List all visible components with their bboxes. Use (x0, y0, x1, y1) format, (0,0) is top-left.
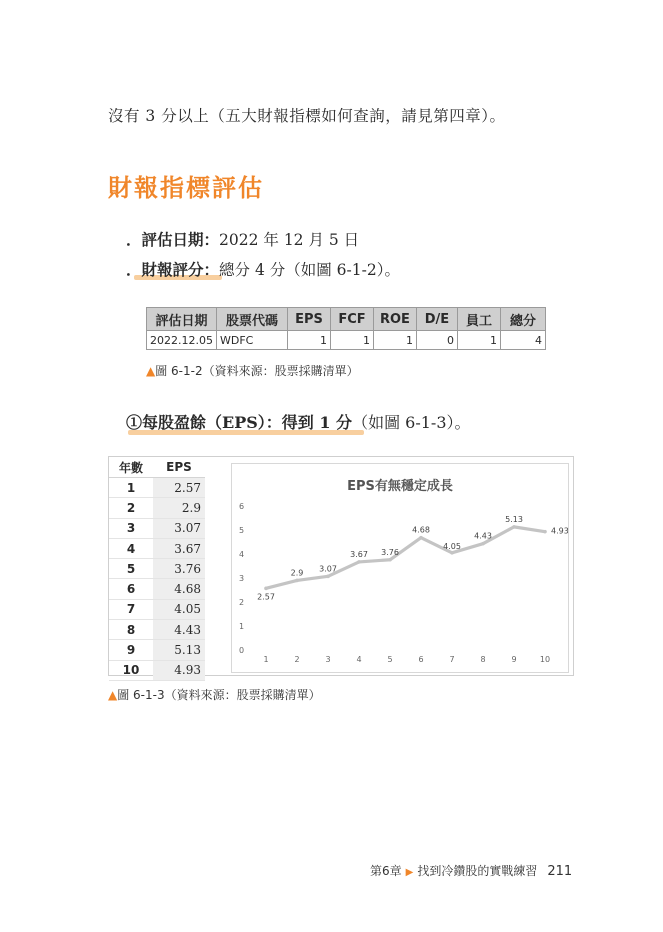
caption-text: 圖 6-1-2（資料來源：股票採購清單） (155, 364, 359, 378)
x-tick-label: 6 (418, 655, 424, 664)
eps-line-chart (232, 464, 568, 672)
fin-score-value: 總分 4 分（如圖 6-1-2）。 (219, 261, 400, 279)
data-label: 3.07 (319, 564, 337, 574)
page-footer (370, 862, 572, 879)
table-row (109, 660, 205, 680)
figure-caption-6-1-2 (146, 362, 359, 379)
data-label: 4.93 (551, 526, 568, 536)
eps-table (109, 457, 205, 681)
eps-heading-label: ①每股盈餘（EPS）：得到 1 分 (126, 413, 353, 432)
score-table-header (147, 308, 546, 331)
score-cell: 1 (373, 331, 416, 350)
eps-heading (126, 410, 471, 433)
eps-value-cell: 3.67 (153, 538, 205, 558)
y-tick-label: 6 (239, 502, 245, 511)
score-header-cell: 總分 (500, 308, 545, 331)
table-row (109, 498, 205, 518)
score-header-cell: 評估日期 (147, 308, 217, 331)
score-cell: WDFC (216, 331, 287, 350)
data-point (481, 542, 485, 546)
data-label: 2.9 (290, 568, 304, 578)
x-tick-label: 9 (511, 655, 517, 664)
y-tick-label: 5 (239, 526, 245, 535)
y-tick-label: 1 (239, 622, 245, 631)
eps-heading-suffix: （如圖 6-1-3）。 (352, 413, 471, 432)
figure-caption-6-1-3 (108, 686, 321, 703)
year-cell: 4 (109, 538, 153, 558)
table-row (109, 518, 205, 538)
table-row (109, 640, 205, 660)
data-label: 3.67 (350, 549, 368, 559)
data-point (388, 558, 392, 562)
year-header: 年數 (109, 457, 153, 478)
table-row (109, 620, 205, 640)
eps-chart (231, 463, 569, 673)
eps-value-cell: 3.07 (153, 518, 205, 538)
eps-value-cell: 5.13 (153, 640, 205, 660)
score-table (146, 307, 546, 350)
score-cell: 4 (500, 331, 545, 350)
triangle-icon: ▲ (146, 364, 156, 378)
data-label: 4.43 (474, 531, 492, 541)
x-tick-label: 10 (539, 655, 551, 664)
table-row (109, 579, 205, 599)
year-cell: 1 (109, 478, 153, 498)
data-point (357, 560, 361, 564)
eps-value-cell: 4.43 (153, 620, 205, 640)
data-label: 4.05 (443, 541, 461, 551)
arrow-right-icon: ▶ (405, 867, 414, 878)
triangle-icon: ▲ (108, 688, 118, 702)
eps-value-cell: 2.57 (153, 478, 205, 498)
x-tick-label: 5 (387, 655, 393, 664)
x-tick-label: 1 (263, 655, 269, 664)
caption-text: 圖 6-1-3（資料來源：股票採購清單） (117, 688, 321, 702)
score-cell: 1 (330, 331, 373, 350)
eps-table-header (109, 457, 205, 478)
year-cell: 10 (109, 660, 153, 680)
table-row (109, 599, 205, 619)
x-tick-label: 3 (325, 655, 331, 664)
y-tick-label: 2 (239, 598, 245, 607)
fin-score-line (126, 258, 400, 280)
data-point (264, 587, 268, 591)
year-cell: 8 (109, 620, 153, 640)
data-point (419, 536, 423, 540)
eps-header: EPS (153, 457, 205, 478)
table-row (109, 538, 205, 558)
score-header-cell: ROE (373, 308, 416, 331)
year-cell: 9 (109, 640, 153, 660)
eps-value-cell: 4.68 (153, 579, 205, 599)
data-point (543, 530, 547, 534)
eval-date-value: 2022 年 12 月 5 日 (219, 231, 360, 249)
y-tick-label: 4 (239, 550, 245, 559)
score-cell: 0 (416, 331, 457, 350)
fin-score-label: ．財報評分： (126, 260, 220, 279)
data-point (295, 579, 299, 583)
table-row (109, 478, 205, 498)
data-label: 4.68 (412, 525, 430, 535)
year-cell: 7 (109, 599, 153, 619)
y-tick-label: 0 (239, 646, 245, 655)
data-label: 3.76 (381, 547, 399, 557)
eps-series-line (266, 527, 545, 588)
page-number: 211 (547, 864, 573, 879)
data-label: 5.13 (505, 514, 523, 524)
score-cell: 1 (457, 331, 500, 350)
eps-value-cell: 4.93 (153, 660, 205, 680)
eval-date-label: ．評估日期： (126, 230, 220, 249)
footer-chapter: 第6章 (370, 864, 402, 878)
year-cell: 6 (109, 579, 153, 599)
eps-value-cell: 4.05 (153, 599, 205, 619)
data-point (512, 525, 516, 529)
data-point (326, 575, 330, 579)
intro-paragraph: 沒有 3 分以上（五大財報指標如何查詢，請見第四章）。 (108, 107, 506, 125)
score-cell: 1 (287, 331, 330, 350)
footer-title: 找到冷鑽股的實戰練習 (417, 864, 538, 878)
x-tick-label: 4 (356, 655, 362, 664)
x-tick-label: 8 (480, 655, 486, 664)
y-tick-label: 3 (239, 574, 245, 583)
score-header-cell: 股票代碼 (216, 308, 287, 331)
score-header-cell: FCF (330, 308, 373, 331)
score-cell: 2022.12.05 (147, 331, 217, 350)
section-title: 財報指標評估 (108, 173, 264, 202)
eval-date-line (126, 228, 359, 250)
chart-title: EPS有無穩定成長 (347, 479, 453, 494)
score-header-cell: 員工 (457, 308, 500, 331)
table-row (147, 331, 546, 350)
year-cell: 2 (109, 498, 153, 518)
x-tick-label: 7 (449, 655, 455, 664)
score-header-cell: D/E (416, 308, 457, 331)
year-cell: 3 (109, 518, 153, 538)
x-tick-label: 2 (294, 655, 300, 664)
data-label: 2.57 (257, 592, 275, 602)
year-cell: 5 (109, 559, 153, 579)
eps-value-cell: 3.76 (153, 559, 205, 579)
data-point (450, 551, 454, 555)
table-row (109, 559, 205, 579)
score-header-cell: EPS (287, 308, 330, 331)
eps-value-cell: 2.9 (153, 498, 205, 518)
